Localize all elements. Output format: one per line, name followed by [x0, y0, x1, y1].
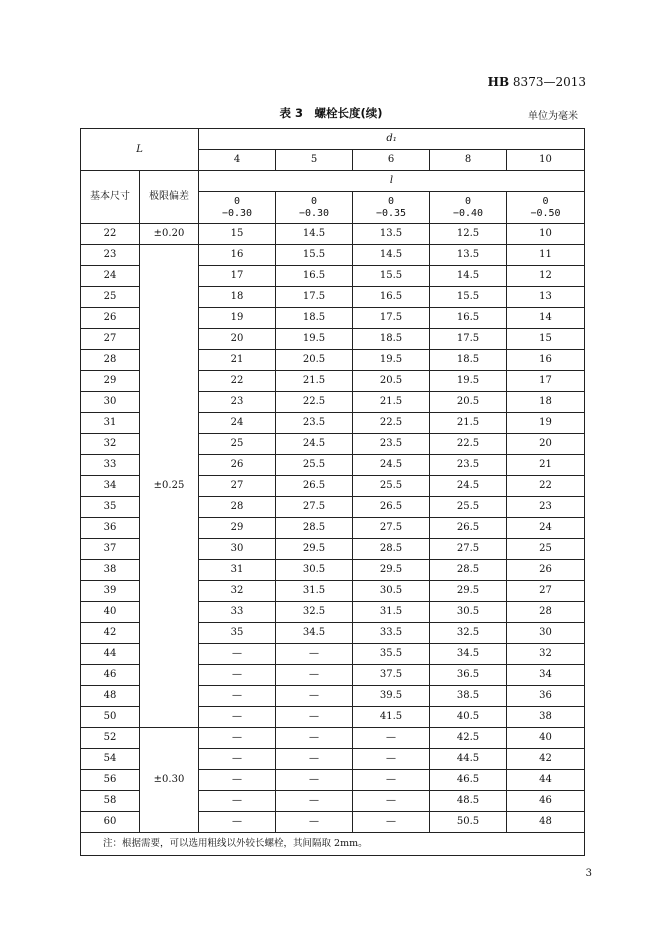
length-cell: 25.5 — [430, 497, 507, 518]
length-cell: 40 — [507, 728, 585, 749]
d-value: 5 — [276, 150, 353, 171]
nominal-size-cell: 46 — [81, 665, 140, 686]
length-cell: 23 — [507, 497, 585, 518]
length-cell: — — [276, 728, 353, 749]
length-cell: 18 — [507, 392, 585, 413]
nominal-size-cell: 42 — [81, 623, 140, 644]
nominal-size-cell: 33 — [81, 455, 140, 476]
length-cell: 24 — [199, 413, 276, 434]
length-cell: — — [199, 812, 276, 833]
unit-label: 单位为毫米 — [528, 111, 578, 122]
length-cell: — — [276, 665, 353, 686]
length-cell: — — [276, 749, 353, 770]
length-cell: 32 — [507, 644, 585, 665]
length-cell: 22 — [507, 476, 585, 497]
length-cell: 36 — [507, 686, 585, 707]
length-cell: 27 — [199, 476, 276, 497]
note-row — [81, 833, 585, 856]
l-tolerance-lower: −0.35 — [375, 207, 407, 219]
length-cell: 24.5 — [353, 455, 430, 476]
length-cell: 28.5 — [430, 560, 507, 581]
length-cell: 12.5 — [430, 224, 507, 245]
length-cell: 34 — [507, 665, 585, 686]
length-cell: 24.5 — [430, 476, 507, 497]
length-cell: 34.5 — [276, 623, 353, 644]
length-cell: 21.5 — [353, 392, 430, 413]
nominal-size-cell: 23 — [81, 245, 140, 266]
length-cell: 10 — [507, 224, 585, 245]
length-cell: 18.5 — [276, 308, 353, 329]
length-cell: 26 — [199, 455, 276, 476]
d-value: 10 — [507, 150, 585, 171]
length-cell: 50.5 — [430, 812, 507, 833]
nominal-size-cell: 38 — [81, 560, 140, 581]
L-header: L — [81, 129, 199, 171]
length-cell: 24.5 — [276, 434, 353, 455]
length-cell: 19.5 — [430, 371, 507, 392]
tolerance-header: 极限偏差 — [140, 171, 199, 224]
document-code-prefix: HB — [487, 75, 510, 89]
length-cell: — — [199, 770, 276, 791]
length-cell: 15.5 — [430, 287, 507, 308]
length-cell: 15.5 — [353, 266, 430, 287]
length-cell: 14.5 — [276, 224, 353, 245]
nominal-size-cell: 58 — [81, 791, 140, 812]
nominal-size-cell: 29 — [81, 371, 140, 392]
length-cell: 18.5 — [353, 329, 430, 350]
length-cell: — — [276, 791, 353, 812]
length-cell: 27.5 — [276, 497, 353, 518]
length-cell: 22.5 — [276, 392, 353, 413]
length-cell: 38.5 — [430, 686, 507, 707]
tolerance-cell: ±0.20 — [140, 224, 199, 245]
nominal-size-cell: 25 — [81, 287, 140, 308]
l-tolerance-lower: −0.40 — [452, 207, 484, 219]
length-cell: 16 — [199, 245, 276, 266]
nominal-size-cell: 44 — [81, 644, 140, 665]
length-cell: 18.5 — [430, 350, 507, 371]
length-cell: 19.5 — [276, 329, 353, 350]
length-cell: — — [199, 791, 276, 812]
length-cell: 12 — [507, 266, 585, 287]
length-cell: 33.5 — [353, 623, 430, 644]
length-cell: 29.5 — [353, 560, 430, 581]
length-cell: 26 — [507, 560, 585, 581]
table-row — [81, 245, 585, 266]
length-cell: 46.5 — [430, 770, 507, 791]
length-cell: 23.5 — [430, 455, 507, 476]
length-cell: 23 — [199, 392, 276, 413]
length-cell: 30.5 — [276, 560, 353, 581]
l-tolerance-lower: −0.50 — [530, 207, 561, 219]
length-cell: — — [199, 749, 276, 770]
tolerance-cell: ±0.25 — [140, 245, 199, 728]
length-cell: — — [199, 707, 276, 728]
length-cell: 14.5 — [353, 245, 430, 266]
document-code — [488, 75, 586, 89]
length-cell: 29.5 — [430, 581, 507, 602]
length-cell: 20.5 — [353, 371, 430, 392]
nominal-size-cell: 56 — [81, 770, 140, 791]
length-cell: 38 — [507, 707, 585, 728]
length-cell: 23.5 — [276, 413, 353, 434]
length-cell: 15 — [199, 224, 276, 245]
length-cell: 21 — [507, 455, 585, 476]
length-cell: 41.5 — [353, 707, 430, 728]
table-row — [81, 224, 585, 245]
nominal-size-cell: 39 — [81, 581, 140, 602]
length-cell: 34.5 — [430, 644, 507, 665]
l-tolerance — [507, 192, 585, 224]
length-cell: — — [353, 749, 430, 770]
nominal-size-cell: 26 — [81, 308, 140, 329]
nominal-size-cell: 36 — [81, 518, 140, 539]
length-cell: 29.5 — [276, 539, 353, 560]
nominal-size-cell: 35 — [81, 497, 140, 518]
nominal-size-cell: 22 — [81, 224, 140, 245]
length-cell: — — [276, 707, 353, 728]
nominal-size-header: 基本尺寸 — [81, 171, 140, 224]
length-cell: 24 — [507, 518, 585, 539]
l-tolerance-lower: −0.30 — [221, 207, 253, 219]
length-cell: 25.5 — [276, 455, 353, 476]
length-cell: 42 — [507, 749, 585, 770]
length-cell: 19.5 — [353, 350, 430, 371]
nominal-size-cell: 54 — [81, 749, 140, 770]
l-tolerance — [276, 192, 353, 224]
length-cell: 17.5 — [353, 308, 430, 329]
l-header: l — [199, 171, 585, 192]
length-cell: 35 — [199, 623, 276, 644]
length-cell: 25.5 — [353, 476, 430, 497]
length-cell: 19 — [507, 413, 585, 434]
length-cell: 26.5 — [276, 476, 353, 497]
length-cell: 30.5 — [353, 581, 430, 602]
l-tolerance-upper: 0 — [542, 195, 549, 207]
length-cell: — — [199, 665, 276, 686]
document-code-number: 8373—2013 — [512, 75, 586, 89]
length-cell: 21.5 — [430, 413, 507, 434]
nominal-size-cell: 50 — [81, 707, 140, 728]
length-cell: 15.5 — [276, 245, 353, 266]
d-value: 8 — [430, 150, 507, 171]
length-cell: 28 — [199, 497, 276, 518]
length-cell: 27.5 — [430, 539, 507, 560]
l-tolerance-upper: 0 — [311, 195, 318, 207]
table-note: 注：根据需要，可以选用粗线以外较长螺栓，其间隔取 2mm。 — [81, 833, 585, 856]
nominal-size-cell: 60 — [81, 812, 140, 833]
length-cell: — — [353, 791, 430, 812]
length-cell: 28.5 — [353, 539, 430, 560]
length-cell: 21.5 — [276, 371, 353, 392]
length-cell: 27 — [507, 581, 585, 602]
l-tolerance — [430, 192, 507, 224]
length-cell: 16.5 — [276, 266, 353, 287]
length-cell: 16.5 — [353, 287, 430, 308]
length-cell: 32.5 — [430, 623, 507, 644]
nominal-size-cell: 31 — [81, 413, 140, 434]
nominal-size-cell: 52 — [81, 728, 140, 749]
length-cell: — — [353, 770, 430, 791]
length-cell: 30 — [199, 539, 276, 560]
length-cell: 20 — [507, 434, 585, 455]
length-cell: 40.5 — [430, 707, 507, 728]
length-cell: 31.5 — [353, 602, 430, 623]
l-tolerance-upper: 0 — [234, 195, 241, 207]
length-cell: 39.5 — [353, 686, 430, 707]
l-tolerance-lower: −0.30 — [298, 207, 330, 219]
length-cell: 28 — [507, 602, 585, 623]
length-cell: 14.5 — [430, 266, 507, 287]
d-header: d₁ — [199, 129, 585, 150]
length-cell: 17 — [507, 371, 585, 392]
nominal-size-cell: 30 — [81, 392, 140, 413]
nominal-size-cell: 37 — [81, 539, 140, 560]
page-number: 3 — [585, 868, 592, 879]
length-cell: 48.5 — [430, 791, 507, 812]
length-cell: 26.5 — [430, 518, 507, 539]
length-cell: 11 — [507, 245, 585, 266]
length-cell: 21 — [199, 350, 276, 371]
length-cell: 36.5 — [430, 665, 507, 686]
length-cell: 46 — [507, 791, 585, 812]
length-cell: 20.5 — [276, 350, 353, 371]
nominal-size-cell: 48 — [81, 686, 140, 707]
length-cell: 20.5 — [430, 392, 507, 413]
length-cell: 13.5 — [353, 224, 430, 245]
length-cell: 27.5 — [353, 518, 430, 539]
length-cell: 17 — [199, 266, 276, 287]
length-cell: 16 — [507, 350, 585, 371]
length-cell: 19 — [199, 308, 276, 329]
length-cell: 17.5 — [430, 329, 507, 350]
length-cell: 32 — [199, 581, 276, 602]
nominal-size-cell: 28 — [81, 350, 140, 371]
length-cell: 42.5 — [430, 728, 507, 749]
d-value: 4 — [199, 150, 276, 171]
length-cell: 18 — [199, 287, 276, 308]
length-cell: 28.5 — [276, 518, 353, 539]
length-cell: 37.5 — [353, 665, 430, 686]
nominal-size-cell: 40 — [81, 602, 140, 623]
nominal-size-cell: 34 — [81, 476, 140, 497]
length-cell: 31 — [199, 560, 276, 581]
nominal-size-cell: 24 — [81, 266, 140, 287]
l-tolerance — [199, 192, 276, 224]
length-cell: 16.5 — [430, 308, 507, 329]
length-cell: — — [276, 686, 353, 707]
length-cell: 44 — [507, 770, 585, 791]
table-row — [81, 728, 585, 749]
length-cell: 13 — [507, 287, 585, 308]
length-cell: 22.5 — [353, 413, 430, 434]
length-cell: — — [276, 770, 353, 791]
nominal-size-cell: 27 — [81, 329, 140, 350]
d-value: 6 — [353, 150, 430, 171]
length-cell: — — [353, 728, 430, 749]
length-cell: 33 — [199, 602, 276, 623]
length-cell: 26.5 — [353, 497, 430, 518]
length-cell: 13.5 — [430, 245, 507, 266]
length-cell: — — [199, 686, 276, 707]
length-cell: 25 — [507, 539, 585, 560]
l-tolerance-upper: 0 — [465, 195, 472, 207]
length-cell: 29 — [199, 518, 276, 539]
length-cell: — — [199, 644, 276, 665]
bolt-length-table — [80, 128, 585, 856]
length-cell: 30 — [507, 623, 585, 644]
l-tolerance-upper: 0 — [388, 195, 395, 207]
length-cell: 14 — [507, 308, 585, 329]
length-cell: — — [199, 728, 276, 749]
table-title: 表 3 螺栓长度(续) — [279, 106, 383, 120]
tolerance-cell: ±0.30 — [140, 728, 199, 833]
length-cell: 30.5 — [430, 602, 507, 623]
length-cell: 32.5 — [276, 602, 353, 623]
length-cell: 20 — [199, 329, 276, 350]
nominal-size-cell: 32 — [81, 434, 140, 455]
length-cell: 48 — [507, 812, 585, 833]
length-cell: — — [276, 644, 353, 665]
length-cell: 31.5 — [276, 581, 353, 602]
length-cell: 22.5 — [430, 434, 507, 455]
l-tolerance — [353, 192, 430, 224]
length-cell: 23.5 — [353, 434, 430, 455]
length-cell: 35.5 — [353, 644, 430, 665]
length-cell: — — [276, 812, 353, 833]
length-cell: 17.5 — [276, 287, 353, 308]
length-cell: 15 — [507, 329, 585, 350]
length-cell: — — [353, 812, 430, 833]
length-cell: 22 — [199, 371, 276, 392]
length-cell: 44.5 — [430, 749, 507, 770]
length-cell: 25 — [199, 434, 276, 455]
